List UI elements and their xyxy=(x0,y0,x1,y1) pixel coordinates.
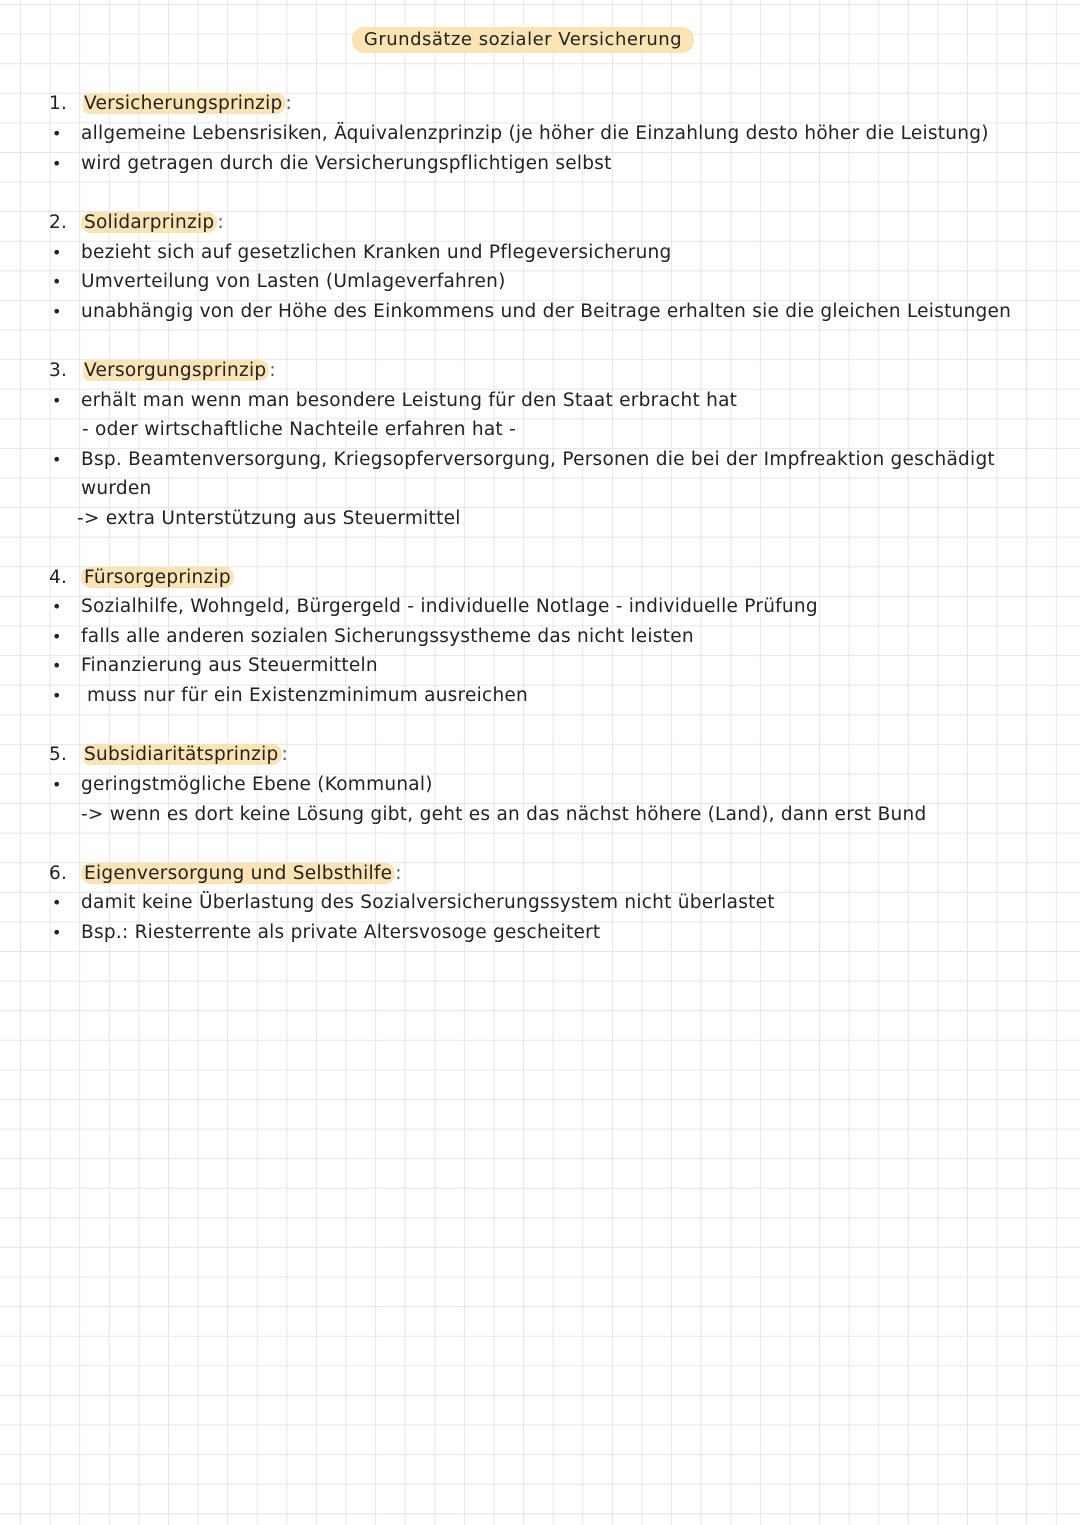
bullet-icon: • xyxy=(52,450,62,469)
section-number: 5. xyxy=(49,744,68,765)
heading-colon: : xyxy=(281,744,288,765)
list-item-text: wird getragen durch die Versicherungspflichtigen selbst xyxy=(81,153,612,174)
section-number: 2. xyxy=(49,212,68,233)
page-title-text: Grundsätze sozialer Versicherung xyxy=(352,27,694,53)
list-item-text: -> extra Unterstützung aus Steuermittel xyxy=(77,508,461,529)
heading-colon: : xyxy=(395,863,402,884)
list-item-text: damit keine Überlastung des Sozialversicherungssystem nicht überlastet xyxy=(81,892,775,913)
heading-colon: : xyxy=(269,360,276,381)
bullet-icon: • xyxy=(52,775,62,794)
section-heading xyxy=(81,859,402,888)
list-item-text: Bsp.: Riesterrente als private Altersvosoge gescheitert xyxy=(81,922,601,943)
section-heading xyxy=(81,89,292,118)
bullet-icon: • xyxy=(52,272,62,291)
bullet-icon: • xyxy=(52,893,62,912)
section-number: 6. xyxy=(49,863,68,884)
bullet-icon: • xyxy=(52,243,62,262)
heading-colon: : xyxy=(285,93,292,114)
bullet-icon: • xyxy=(52,154,62,173)
section-number: 3. xyxy=(49,360,68,381)
section-number: 4. xyxy=(49,567,68,588)
list-item-text: falls alle anderen sozialen Sicherungssystheme das nicht leisten xyxy=(81,626,694,647)
bullet-icon: • xyxy=(52,597,62,616)
list-item-text: Bsp. Beamtenversorgung, Kriegsopferversorgung, Personen die bei der Impfreaktion geschädigt xyxy=(81,449,995,470)
section-heading xyxy=(81,208,224,237)
bullet-icon: • xyxy=(52,124,62,143)
list-item-text: geringstmögliche Ebene (Kommunal) xyxy=(81,774,433,795)
bullet-icon: • xyxy=(52,686,62,705)
bullet-icon: • xyxy=(52,656,62,675)
section-heading-text: Subsidiaritätsprinzip xyxy=(81,744,282,765)
list-item-text: Umverteilung von Lasten (Umlageverfahren) xyxy=(81,271,506,292)
list-item-text: unabhängig von der Höhe des Einkommens und der Beitrage erhalten sie die gleichen Leistungen xyxy=(81,301,1012,322)
heading-colon: : xyxy=(217,212,224,233)
bullet-icon: • xyxy=(52,627,62,646)
bullet-icon: • xyxy=(52,391,62,410)
list-item-text: -> wenn es dort keine Lösung gibt, geht es an das nächst höhere (Land), dann erst Bund xyxy=(81,804,927,825)
bullet-icon: • xyxy=(52,302,62,321)
list-item-text: - oder wirtschaftliche Nachteile erfahren hat - xyxy=(82,419,516,440)
section-heading xyxy=(81,740,288,769)
page-title xyxy=(0,29,1046,50)
list-item-text: muss nur für ein Existenzminimum ausreichen xyxy=(87,685,529,706)
section-number: 1. xyxy=(49,93,68,114)
section-heading-text: Eigenversorgung und Selbsthilfe xyxy=(81,863,395,884)
list-item-text: allgemeine Lebensrisiken, Äquivalenzprinzip (je höher die Einzahlung desto höher die Leistung) xyxy=(81,123,989,144)
section-heading-text: Fürsorgeprinzip xyxy=(81,567,234,588)
list-item-text: wurden xyxy=(81,478,152,499)
section-heading-text: Versicherungsprinzip xyxy=(81,93,286,114)
section-heading xyxy=(81,563,234,592)
list-item-text: erhält man wenn man besondere Leistung für den Staat erbracht hat xyxy=(81,390,738,411)
section-heading-text: Versorgungsprinzip xyxy=(81,360,269,381)
section-heading-text: Solidarprinzip xyxy=(81,212,217,233)
list-item-text: Sozialhilfe, Wohngeld, Bürgergeld - individuelle Notlage - individuelle Prüfung xyxy=(81,596,818,617)
bullet-icon: • xyxy=(52,923,62,942)
list-item-text: bezieht sich auf gesetzlichen Kranken und Pflegeversicherung xyxy=(81,242,672,263)
list-item-text: Finanzierung aus Steuermitteln xyxy=(81,655,378,676)
section-heading xyxy=(81,356,276,385)
